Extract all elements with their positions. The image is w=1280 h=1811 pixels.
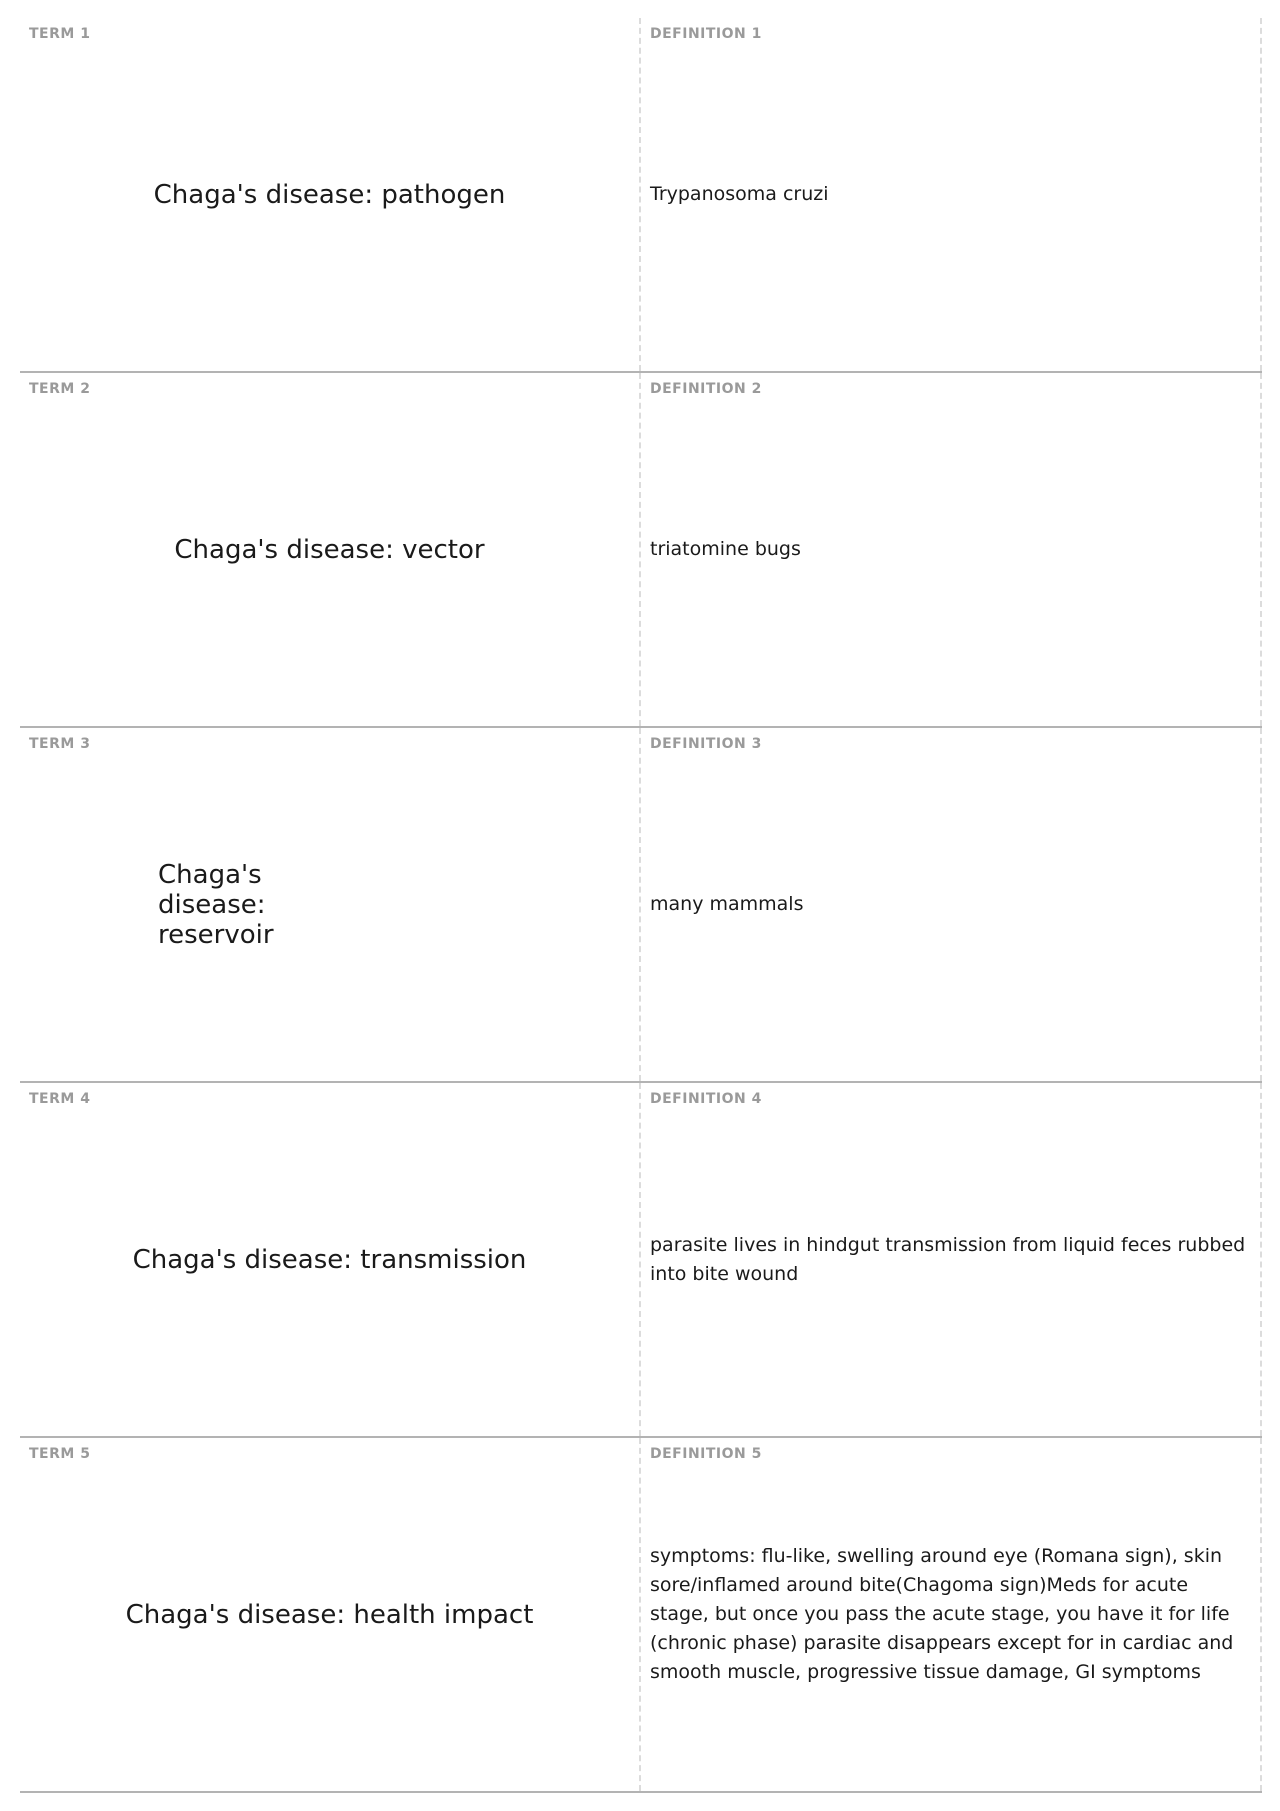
definition-text: Trypanosoma cruzi [650, 183, 829, 205]
term-label: TERM 2 [29, 381, 91, 397]
term-text-wrap [20, 1083, 639, 1436]
card-row [20, 1438, 1262, 1793]
term-label: TERM 5 [29, 1446, 91, 1462]
card-row [20, 18, 1262, 373]
definition-cell [641, 373, 1262, 726]
definition-cell [641, 728, 1262, 1081]
term-text-wrap [20, 373, 639, 726]
card-row [20, 1083, 1262, 1438]
card-row [20, 728, 1262, 1083]
definition-label: DEFINITION 4 [650, 1091, 762, 1107]
term-text: Chaga's disease: transmission [132, 1244, 527, 1275]
definition-label: DEFINITION 3 [650, 736, 762, 752]
term-cell [20, 728, 641, 1081]
definition-text: parasite lives in hindgut transmission from liquid feces rubbed into bite wound [650, 1233, 1246, 1285]
term-text-wrap [20, 728, 639, 1081]
term-cell [20, 1083, 641, 1436]
definition-label: DEFINITION 2 [650, 381, 762, 397]
term-text: Chaga's disease: reservoir [158, 859, 274, 950]
definition-text-wrap [650, 1083, 1250, 1436]
definition-text-wrap [650, 1438, 1250, 1791]
definition-text-wrap [650, 18, 1250, 371]
term-cell [20, 373, 641, 726]
term-text: Chaga's disease: pathogen [153, 179, 506, 210]
term-text: Chaga's disease: vector [174, 534, 485, 565]
definition-cell [641, 18, 1262, 371]
card-row [20, 373, 1262, 728]
term-cell [20, 18, 641, 371]
term-label: TERM 4 [29, 1091, 91, 1107]
definition-text-wrap [650, 373, 1250, 726]
definition-text: symptoms: flu-like, swelling around eye (Romana sign), skin sore/inflamed around bite(Chagoma sign)Meds for acute stage, but once you pass the acute stage, you have it for life (chronic phase) parasite disappears except for in cardiac and smooth muscle, progressive tissue damage, GI symptoms [650, 1545, 1234, 1683]
definition-label: DEFINITION 1 [650, 26, 762, 42]
definition-text-wrap [650, 728, 1250, 1081]
definition-cell [641, 1083, 1262, 1436]
term-text-wrap [20, 1438, 639, 1791]
term-text-wrap [20, 18, 639, 371]
definition-cell [641, 1438, 1262, 1791]
definition-text: many mammals [650, 893, 804, 915]
term-text: Chaga's disease: health impact [125, 1599, 534, 1630]
definition-label: DEFINITION 5 [650, 1446, 762, 1462]
definition-text: triatomine bugs [650, 538, 801, 560]
term-label: TERM 1 [29, 26, 91, 42]
term-label: TERM 3 [29, 736, 91, 752]
flashcard-sheet [20, 18, 1262, 1793]
term-cell [20, 1438, 641, 1791]
